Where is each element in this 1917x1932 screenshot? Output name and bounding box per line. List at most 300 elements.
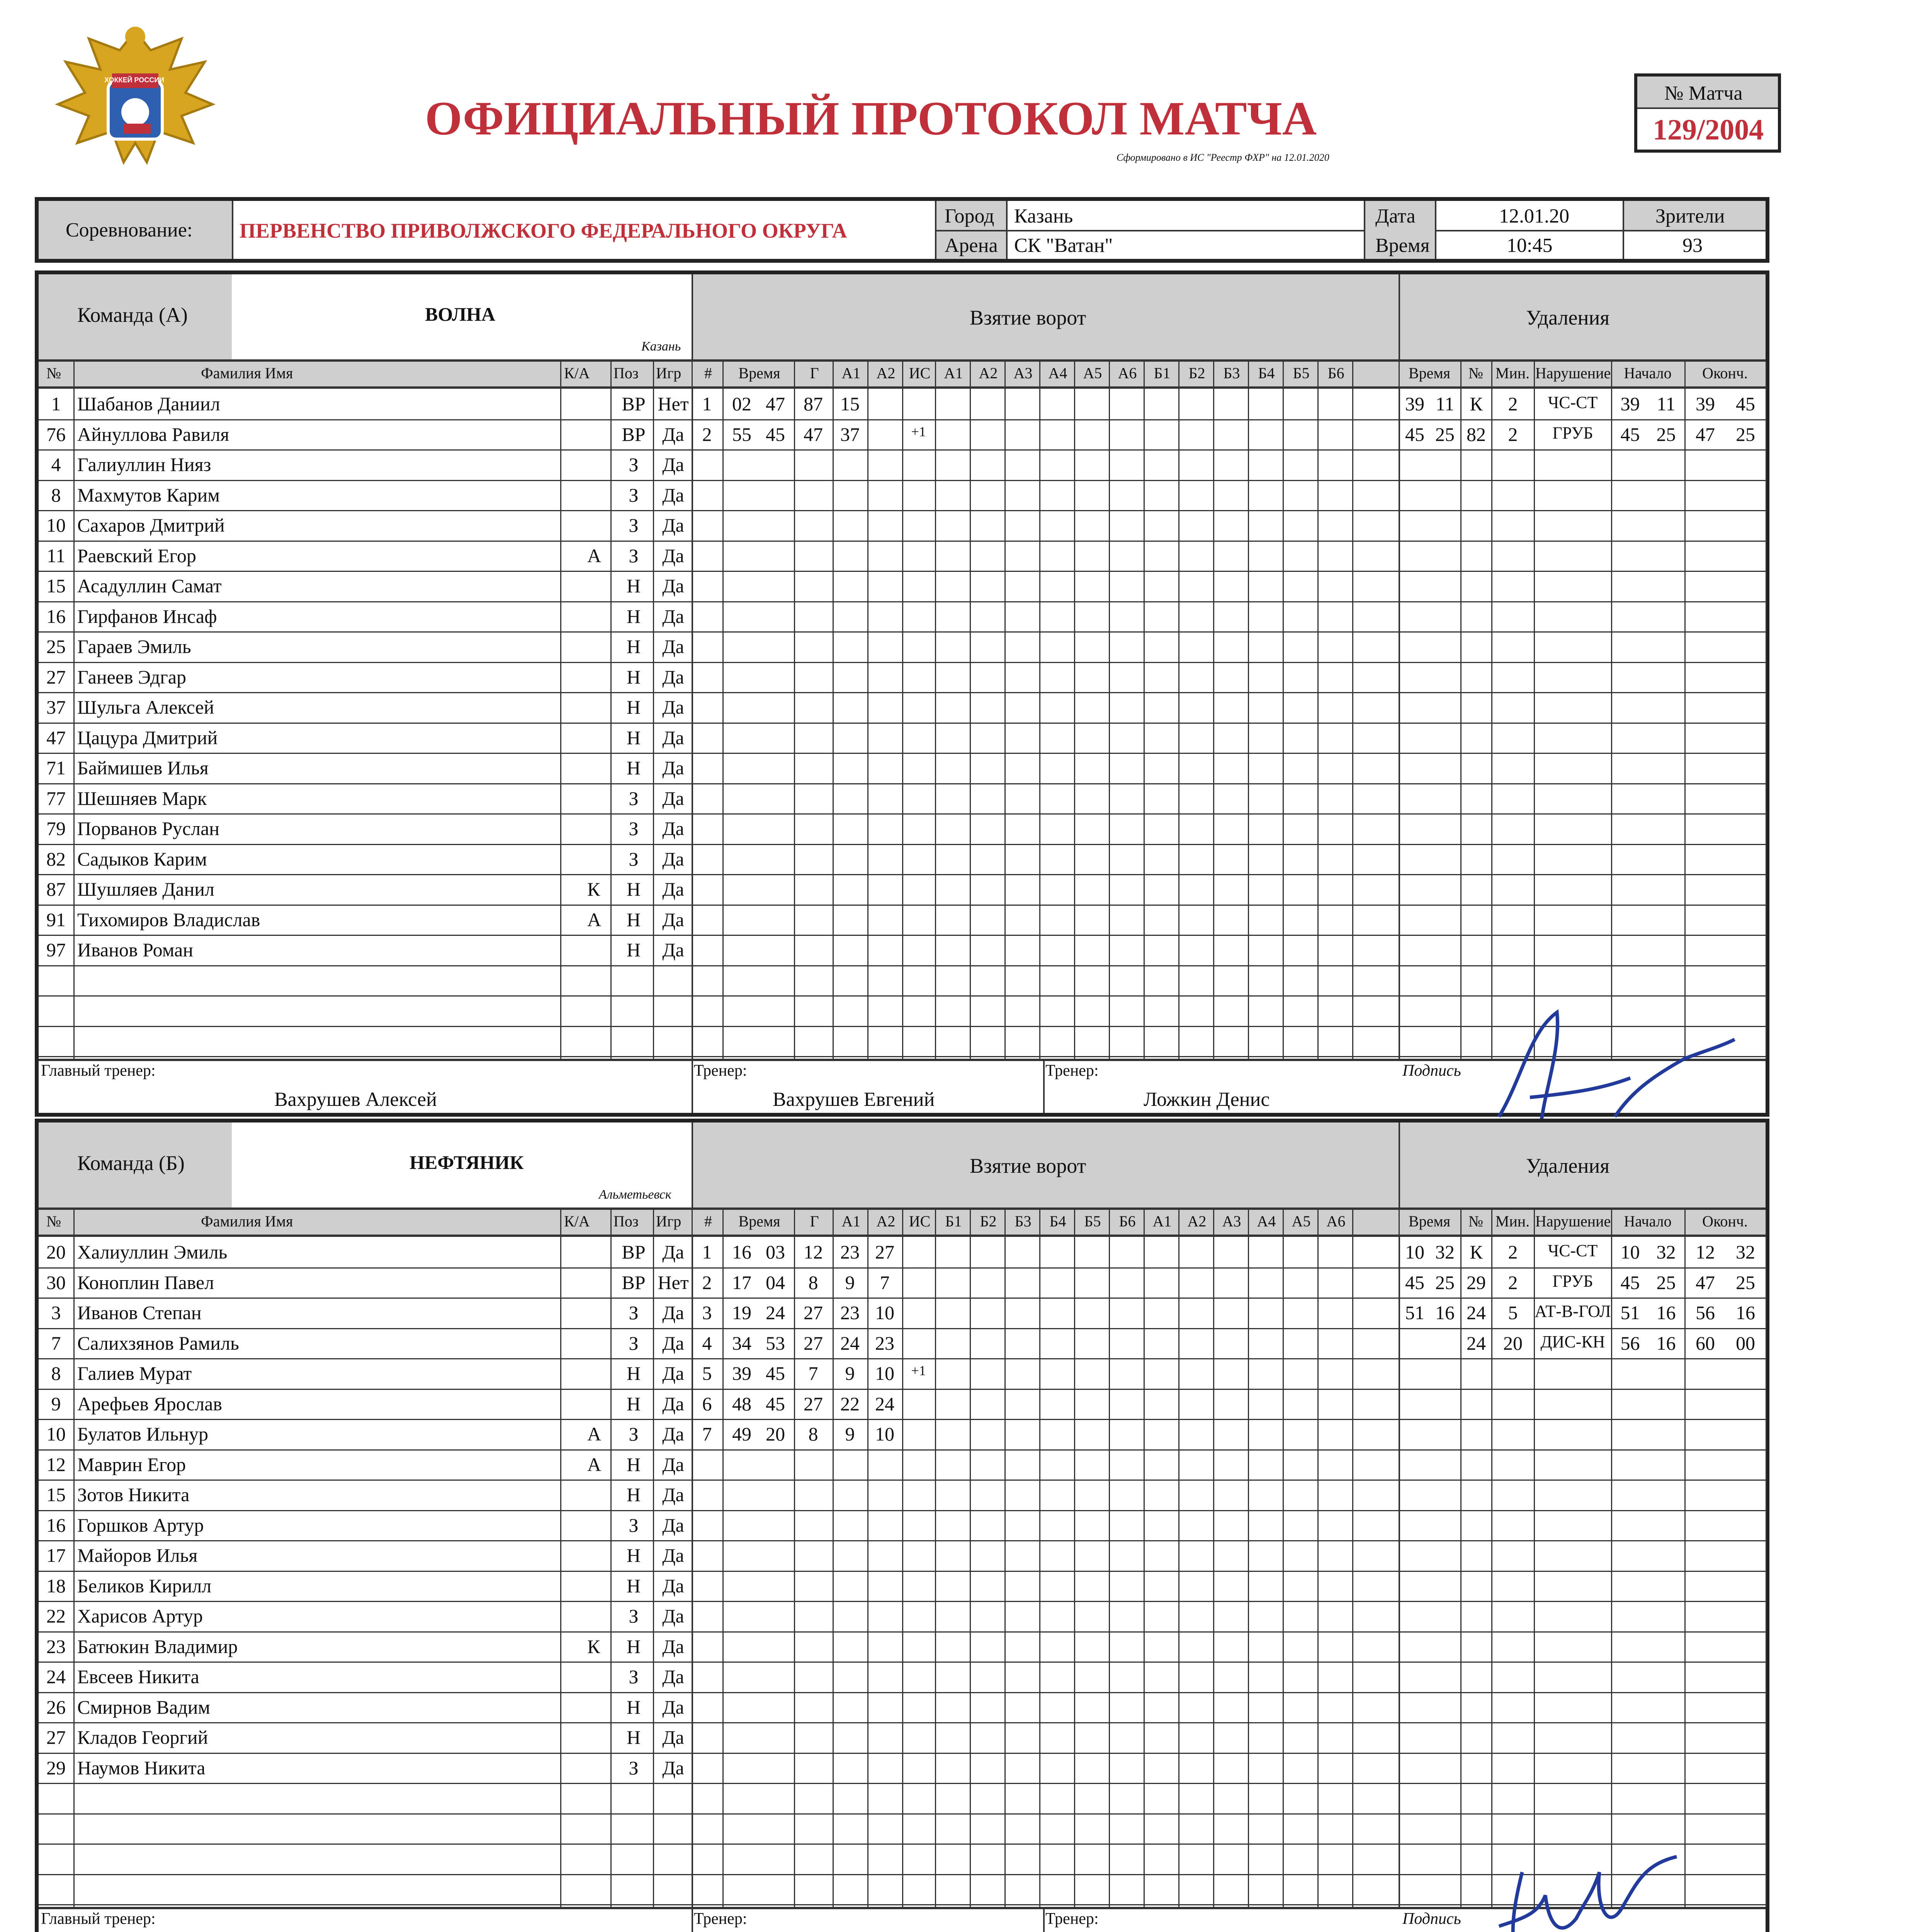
team_b-goal-g: 8: [808, 1423, 818, 1445]
team_b-goal-ss: 24: [766, 1302, 785, 1323]
team_b-goal-col-header: Г: [810, 1213, 819, 1230]
arena-label: Арена: [945, 235, 998, 257]
team_b-player-name: Наумов Никита: [77, 1757, 206, 1779]
team-a-signature-label: Подпись: [1402, 1062, 1461, 1080]
team_a-goal-ss: 45: [766, 423, 785, 445]
team_a-player-no: 82: [46, 848, 66, 870]
team_a-player-no: 4: [51, 454, 61, 475]
team_a-penalty-col-header: Мин.: [1495, 364, 1530, 382]
team_a-penalty-min: 2: [1508, 393, 1518, 415]
team_b-goal-a2: 10: [875, 1362, 894, 1384]
team_a-row-line: [39, 723, 1766, 724]
team_b-grid-col: [610, 1210, 612, 1907]
team-b-label: Команда (Б): [77, 1151, 185, 1175]
team_a-row-line: [39, 965, 1766, 966]
team_a-grid-col: [902, 362, 903, 1059]
team_a-player-play: Да: [662, 605, 684, 627]
team_a-grid-col: [935, 362, 936, 1059]
team_a-player-name: Махмутов Карим: [77, 484, 220, 506]
team_a-row-line: [39, 510, 1766, 511]
team_a-player-name: Асадуллин Самат: [77, 575, 222, 597]
team_b-player-pos: Н: [626, 1484, 641, 1505]
team_b-player-no: 12: [46, 1453, 66, 1475]
team_a-grid-col: [970, 362, 971, 1059]
team_b-player-play: Да: [662, 1423, 684, 1445]
team_a-player-play: Да: [662, 484, 684, 506]
team_a-penalty-ts: 25: [1435, 423, 1455, 445]
team_a-col-header: Игр: [656, 364, 681, 382]
team_a-grid-col: [1611, 362, 1612, 1059]
team_b-row-line: [39, 1631, 1766, 1633]
team_a-player-no: 27: [46, 666, 66, 688]
team_b-player-pos: Н: [626, 1544, 641, 1566]
team_b-grid-col: [1248, 1210, 1249, 1907]
team_b-row-line: [39, 1510, 1766, 1511]
team_b-penalty-min: 5: [1508, 1302, 1518, 1323]
team_a-player-pos: Н: [626, 939, 641, 961]
team-a-signature: [1468, 1001, 1739, 1128]
team_a-player-play: Да: [662, 757, 684, 779]
team_a-grid-col: [794, 362, 795, 1059]
team-b-city: Альметьевск: [599, 1187, 671, 1202]
team_b-penalty-col-header: Оконч.: [1702, 1213, 1748, 1230]
team_a-player-no: 37: [46, 696, 66, 718]
team_b-goal-col-header: Б3: [1015, 1213, 1032, 1230]
team_b-penalty-col-header: Мин.: [1495, 1213, 1530, 1230]
team_b-grid-col: [560, 1210, 561, 1907]
team_a-grid-col: [1684, 362, 1686, 1059]
team_b-penalty-em: 56: [1696, 1302, 1715, 1323]
team_a-player-name: Гараев Эмиль: [77, 636, 191, 657]
team_b-player-play: Да: [662, 1514, 684, 1536]
team_a-row-line: [39, 601, 1766, 602]
team_a-player-name: Галиуллин Нияз: [77, 454, 211, 475]
team_a-col-header: Поз: [614, 364, 639, 382]
team_a-player-play: Да: [662, 908, 684, 930]
team_b-goal-n: 4: [702, 1332, 712, 1354]
team_b-penalty-col-header: Начало: [1624, 1213, 1672, 1230]
team_a-player-name: Порванов Руслан: [77, 818, 220, 839]
team_b-goal-ss: 04: [766, 1271, 785, 1293]
team_b-goal-a2: 10: [875, 1302, 894, 1323]
team-a-goals-header: Взятие ворот: [970, 306, 1086, 329]
team_a-player-play: Да: [662, 636, 684, 657]
team_a-penalty-es: 45: [1736, 393, 1755, 415]
team_a-row-line: [39, 692, 1766, 693]
team_b-player-name: Майоров Илья: [77, 1544, 198, 1566]
team_a-player-no: 91: [46, 908, 66, 930]
team_b-penalty-es: 00: [1736, 1332, 1755, 1354]
team_a-goal-col-header: #: [704, 364, 712, 382]
team_a-penalty-viol: ЧС-СТ: [1548, 393, 1598, 412]
team_a-grid-col: [722, 362, 724, 1059]
team_a-penalty-es: 25: [1736, 423, 1755, 445]
team_b-goal-mm: 16: [732, 1241, 751, 1263]
team_b-player-no: 9: [51, 1393, 61, 1415]
city-label: Город: [945, 205, 994, 227]
team_b-goal-col-header: А2: [1187, 1213, 1207, 1230]
team_b-penalty-ss: 16: [1656, 1332, 1676, 1354]
team_b-goal-g: 27: [804, 1302, 823, 1323]
team_b-penalty-tm: 10: [1405, 1241, 1424, 1263]
team_b-goal-col-header: Б5: [1084, 1213, 1101, 1230]
team_a-player-play: Да: [662, 878, 684, 900]
team_a-player-no: 77: [46, 787, 66, 809]
team_b-player-play: Да: [662, 1332, 684, 1354]
team_a-player-no: 8: [51, 484, 61, 506]
team_a-goal-mm: 55: [732, 423, 751, 445]
team_b-player-name: Батюкин Владимир: [77, 1635, 238, 1657]
team_b-player-no: 24: [46, 1666, 66, 1687]
team_b-player-pos: Н: [626, 1635, 641, 1657]
team_a-player-no: 1: [51, 393, 61, 415]
team_b-player-no: 17: [46, 1544, 66, 1566]
team-a-penalties-header: Удаления: [1526, 306, 1610, 329]
team_b-player-play: Да: [662, 1605, 684, 1627]
team_a-grid-col: [1004, 362, 1006, 1059]
team_a-player-no: 15: [46, 575, 66, 597]
team_a-penalty-tm: 39: [1405, 393, 1424, 415]
team_b-penalty-min: 2: [1508, 1271, 1518, 1293]
team_b-goal-col-header: А4: [1257, 1213, 1276, 1230]
team_a-penalty-no: К: [1470, 393, 1483, 415]
date-label: Дата: [1375, 205, 1416, 227]
team-b-penalties-header: Удаления: [1526, 1154, 1610, 1177]
team_a-player-no: 10: [46, 514, 66, 536]
team_b-goal-g: 27: [804, 1393, 823, 1415]
team-b-signature: [1445, 1849, 1715, 1932]
team_b-penalty-viol: ГРУБ: [1552, 1271, 1593, 1291]
team_b-goal-col-header: Б2: [980, 1213, 997, 1230]
team_b-player-pos: З: [629, 1302, 639, 1323]
team_a-player-no: 47: [46, 726, 66, 748]
team_b-penalty-sm: 45: [1620, 1271, 1640, 1293]
team_a-player-pos: З: [629, 848, 639, 870]
team_a-player-no: 79: [46, 818, 66, 839]
team_b-penalty-viol: АТ-В-ГОЛ: [1535, 1302, 1611, 1321]
team_a-grid-col: [1399, 362, 1400, 1059]
team_a-player-no: 11: [46, 544, 66, 566]
team_a-grid-col: [1109, 362, 1110, 1059]
team_b-grid-col: [1352, 1210, 1353, 1907]
team_b-player-play: Да: [662, 1575, 684, 1597]
team_a-goal-is: +1: [911, 423, 926, 439]
team_b-player-name: Булатов Ильнур: [77, 1423, 209, 1445]
team_a-player-pos: ВР: [622, 423, 646, 445]
team_a-grid-col: [867, 362, 868, 1059]
team_a-player-ka: А: [587, 908, 602, 930]
team_b-grid-col: [722, 1210, 724, 1907]
team_a-player-name: Гирфанов Инсаф: [77, 605, 217, 627]
team_a-penalty-col-header: Время: [1408, 364, 1451, 382]
team_b-penalty-col-header: №: [1468, 1213, 1484, 1230]
match-number-box: [1634, 73, 1781, 153]
team_b-goal-a2: 7: [880, 1271, 890, 1293]
team_a-player-name: Баймишев Илья: [77, 757, 209, 779]
team_a-penalty-col-header: Нарушение: [1535, 364, 1611, 382]
team_a-penalty-em: 47: [1696, 423, 1715, 445]
team_b-goal-col-header: А3: [1222, 1213, 1241, 1230]
team_b-goal-ss: 20: [766, 1423, 785, 1445]
team_a-grid-col: [1766, 362, 1767, 1059]
team_a-goal-a1: 37: [840, 423, 860, 445]
team_a-goal-col-header: А1: [841, 364, 861, 382]
team_a-goal-col-header: Б5: [1293, 364, 1310, 382]
team_b-row-line: [39, 1783, 1766, 1784]
team_a-player-no: 76: [46, 423, 66, 445]
team_b-player-name: Харисов Артур: [77, 1605, 203, 1627]
team_b-player-pos: ВР: [622, 1271, 646, 1293]
team_b-row-line: [39, 1601, 1766, 1602]
team_b-player-no: 7: [51, 1332, 61, 1354]
team_b-player-play: Нет: [658, 1271, 689, 1293]
team_b-grid-col: [73, 1210, 75, 1907]
team_b-penalty-ts: 25: [1435, 1271, 1455, 1293]
team_b-row-line: [39, 1722, 1766, 1723]
team_a-player-pos: З: [629, 484, 639, 506]
team_a-row-line: [39, 874, 1766, 875]
team_b-goal-a2: 10: [875, 1423, 894, 1445]
team_b-row-line: [39, 1419, 1766, 1420]
page-title: ОФИЦИАЛЬНЫЙ ПРОТОКОЛ МАТЧА: [425, 92, 1317, 145]
team_b-penalty-no: 24: [1467, 1302, 1486, 1323]
team_a-player-name: Шушляев Данил: [77, 878, 214, 900]
team_b-penalty-min: 20: [1503, 1332, 1523, 1354]
team_a-row-line: [39, 935, 1766, 936]
team_b-grid-col: [970, 1210, 971, 1907]
team_a-goal-col-header: Б6: [1327, 364, 1344, 382]
team_a-goal-g: 87: [804, 393, 823, 415]
team_b-goal-is: +1: [911, 1363, 926, 1378]
team_b-player-no: 10: [46, 1423, 66, 1445]
team_a-player-play: Нет: [658, 393, 689, 415]
team_b-player-pos: Н: [626, 1362, 641, 1384]
match-number: 129/2004: [1653, 114, 1764, 146]
team_a-player-name: Айнуллова Равиля: [77, 423, 229, 445]
team_b-player-no: 15: [46, 1484, 66, 1505]
team_b-penalty-col-header: Нарушение: [1535, 1213, 1611, 1230]
team_a-row-line: [39, 480, 1766, 481]
team_b-player-name: Арефьев Ярослав: [77, 1393, 222, 1415]
team_b-player-play: Да: [662, 1696, 684, 1718]
team_a-goal-col-header: А2: [876, 364, 896, 382]
team_a-penalty-sm: 45: [1620, 423, 1640, 445]
team_a-player-name: Шешняев Марк: [77, 787, 207, 809]
team_b-goal-col-header: Время: [738, 1213, 780, 1230]
team_b-player-pos: З: [629, 1514, 639, 1536]
team_b-penalty-es: 32: [1736, 1241, 1755, 1263]
team_b-player-play: Да: [662, 1393, 684, 1415]
team_b-grid-col: [1178, 1210, 1179, 1907]
team_a-row-line: [39, 753, 1766, 754]
team_a-row-line: [39, 844, 1766, 845]
team_b-player-no: 29: [46, 1757, 66, 1779]
team_b-goal-ss: 03: [766, 1241, 785, 1263]
team_a-player-play: Да: [662, 696, 684, 718]
team_b-goal-g: 7: [808, 1362, 818, 1384]
team_b-penalty-tm: 45: [1405, 1271, 1424, 1293]
team_b-player-no: 27: [46, 1726, 66, 1748]
team_b-row-line: [39, 1844, 1766, 1845]
team-b-coach-2-label: Тренер:: [1045, 1910, 1099, 1928]
team_a-player-pos: Н: [626, 575, 641, 597]
team_b-row-line: [39, 1480, 1766, 1481]
team_a-col-header: №: [46, 364, 61, 382]
team_a-goal-mm: 02: [732, 393, 751, 415]
team_b-goal-ss: 45: [766, 1362, 785, 1384]
team-b-goals-header: Взятие ворот: [970, 1154, 1086, 1177]
team_a-grid-col: [1144, 362, 1145, 1059]
team_b-grid-col: [1109, 1210, 1110, 1907]
team_a-player-play: Да: [662, 423, 684, 445]
team_a-row-line: [39, 662, 1766, 663]
team_b-goal-n: 3: [702, 1302, 712, 1323]
team_a-goal-col-header: А6: [1118, 364, 1137, 382]
team_a-penalty-no: 82: [1467, 423, 1486, 445]
team_b-goal-col-header: ИС: [909, 1213, 931, 1230]
team-b-name: НЕФТЯНИК: [410, 1151, 524, 1173]
team_a-player-name: Цацура Дмитрий: [77, 726, 218, 748]
team_a-player-no: 71: [46, 757, 66, 779]
team_a-player-play: Да: [662, 939, 684, 961]
team_a-goal-g: 47: [804, 423, 823, 445]
team_b-grid-col: [1766, 1210, 1767, 1907]
team_b-penalty-min: 2: [1508, 1241, 1518, 1263]
team_a-player-ka: К: [587, 878, 600, 900]
team_b-goal-g: 8: [808, 1271, 818, 1293]
team_b-player-pos: З: [629, 1757, 639, 1779]
team_b-player-play: Да: [662, 1241, 684, 1263]
team_a-goal-col-header: А4: [1048, 364, 1067, 382]
team_a-player-name: Сахаров Дмитрий: [77, 514, 225, 536]
team_b-grid-col: [1074, 1210, 1075, 1907]
team_b-grid-col: [935, 1210, 936, 1907]
arena-value: СК "Ватан": [1014, 235, 1113, 257]
team_a-penalty-col-header: Оконч.: [1702, 364, 1748, 382]
team_b-goal-a2: 24: [875, 1393, 894, 1415]
team_b-player-name: Иванов Степан: [77, 1302, 202, 1323]
team_b-goal-ss: 53: [766, 1332, 785, 1354]
team_a-goal-col-header: Время: [738, 364, 780, 382]
generated-note: Сформировано в ИС "Реестр ФХР" на 12.01.2020: [1117, 152, 1329, 163]
team_a-grid-col: [610, 362, 612, 1059]
team_a-grid-col: [1491, 362, 1492, 1059]
team_b-player-no: 26: [46, 1696, 66, 1718]
team_b-goal-n: 1: [702, 1241, 712, 1263]
team_b-player-pos: З: [629, 1666, 639, 1687]
logo-text: ХОККЕЙ РОССИИ: [104, 76, 165, 84]
team_b-goal-ss: 45: [766, 1393, 785, 1415]
team_b-penalty-viol: ДИС-КН: [1540, 1332, 1605, 1351]
team_b-grid-col: [653, 1210, 654, 1907]
team_a-grid-col: [560, 362, 561, 1059]
team-a-coach-1: Вахрушев Евгений: [773, 1088, 935, 1111]
team_b-penalty-em: 12: [1696, 1241, 1715, 1263]
team_a-player-play: Да: [662, 787, 684, 809]
team_a-grid-col: [1178, 362, 1179, 1059]
team_a-player-pos: З: [629, 454, 639, 475]
team_a-player-pos: Н: [626, 908, 641, 930]
team_b-player-pos: Н: [626, 1393, 641, 1415]
team_b-player-no: 16: [46, 1514, 66, 1536]
team_a-player-name: Шульга Алексей: [77, 696, 214, 718]
team_b-goal-a1: 9: [845, 1362, 855, 1384]
team_b-player-name: Коноплин Павел: [77, 1271, 214, 1293]
team_a-penalty-em: 39: [1696, 393, 1715, 415]
team_b-penalty-no: 24: [1467, 1332, 1486, 1354]
team_b-goal-col-header: Б4: [1049, 1213, 1066, 1230]
team_a-player-pos: З: [629, 787, 639, 809]
team_b-player-no: 18: [46, 1575, 66, 1597]
team_a-player-play: Да: [662, 514, 684, 536]
team_b-row-line: [39, 1540, 1766, 1541]
team_b-player-name: Галиев Мурат: [77, 1362, 192, 1384]
spectators-value: 93: [1682, 235, 1703, 257]
team_a-player-name: Ганеев Эдгар: [77, 666, 187, 688]
team-a-coach-2-label: Тренер:: [1045, 1062, 1099, 1080]
team_b-player-no: 8: [51, 1362, 61, 1384]
team_b-player-ka: А: [587, 1423, 602, 1445]
team_b-player-name: Евсеев Никита: [77, 1666, 199, 1687]
team_a-col-header: К/А: [564, 364, 590, 382]
team_a-grid-col: [1352, 362, 1353, 1059]
team_a-goal-col-header: Б2: [1188, 364, 1205, 382]
team_b-row-line: [39, 1328, 1766, 1329]
team_b-penalty-sm: 56: [1620, 1332, 1640, 1354]
team_a-player-ka: А: [587, 544, 602, 566]
team_a-grid-col: [653, 362, 654, 1059]
team_b-penalty-em: 60: [1696, 1332, 1715, 1354]
team_b-player-play: Да: [662, 1362, 684, 1384]
team_b-player-pos: Н: [626, 1453, 641, 1475]
time-label: Время: [1375, 235, 1430, 257]
team_b-player-name: Салихзянов Рамиль: [77, 1332, 239, 1354]
team_b-row-line: [39, 1571, 1766, 1572]
team_b-player-name: Маврин Егор: [77, 1453, 186, 1475]
team-b-block: [35, 1119, 1769, 1932]
team_a-grid-col: [1074, 362, 1075, 1059]
team_b-row-line: [39, 1692, 1766, 1693]
team_a-row-line: [39, 813, 1766, 815]
date-value: 12.01.20: [1499, 205, 1569, 227]
team_a-player-name: Шабанов Даниил: [77, 393, 220, 415]
team_b-grid-col: [902, 1210, 903, 1907]
team_b-player-pos: З: [629, 1332, 639, 1354]
team_a-player-play: Да: [662, 848, 684, 870]
team_b-penalty-ts: 32: [1435, 1241, 1455, 1263]
team_b-row-line: [39, 1753, 1766, 1754]
team-a-city: Казань: [641, 339, 681, 354]
team_a-player-pos: Н: [626, 726, 641, 748]
team-b-signature-label: Подпись: [1402, 1910, 1461, 1928]
team_b-goal-a1: 22: [840, 1393, 860, 1415]
team_b-penalty-sm: 51: [1620, 1302, 1640, 1323]
team_a-player-pos: Н: [626, 757, 641, 779]
team_b-player-name: Зотов Никита: [77, 1484, 190, 1505]
team_b-player-no: 23: [46, 1635, 66, 1657]
team-b-coach-label: Тренер:: [694, 1910, 747, 1928]
team-a-coach-label: Тренер:: [694, 1062, 747, 1080]
match-number-label: № Матча: [1664, 82, 1743, 104]
team_a-player-pos: Н: [626, 636, 641, 657]
team_a-penalty-ss: 11: [1657, 393, 1676, 415]
team-a-block: [35, 270, 1769, 1117]
team_b-goal-g: 12: [804, 1241, 823, 1263]
team_b-goal-col-header: Б1: [945, 1213, 962, 1230]
team_b-player-no: 3: [51, 1302, 61, 1323]
team_b-row-line: [39, 1298, 1766, 1299]
team_a-grid-col: [1248, 362, 1249, 1059]
